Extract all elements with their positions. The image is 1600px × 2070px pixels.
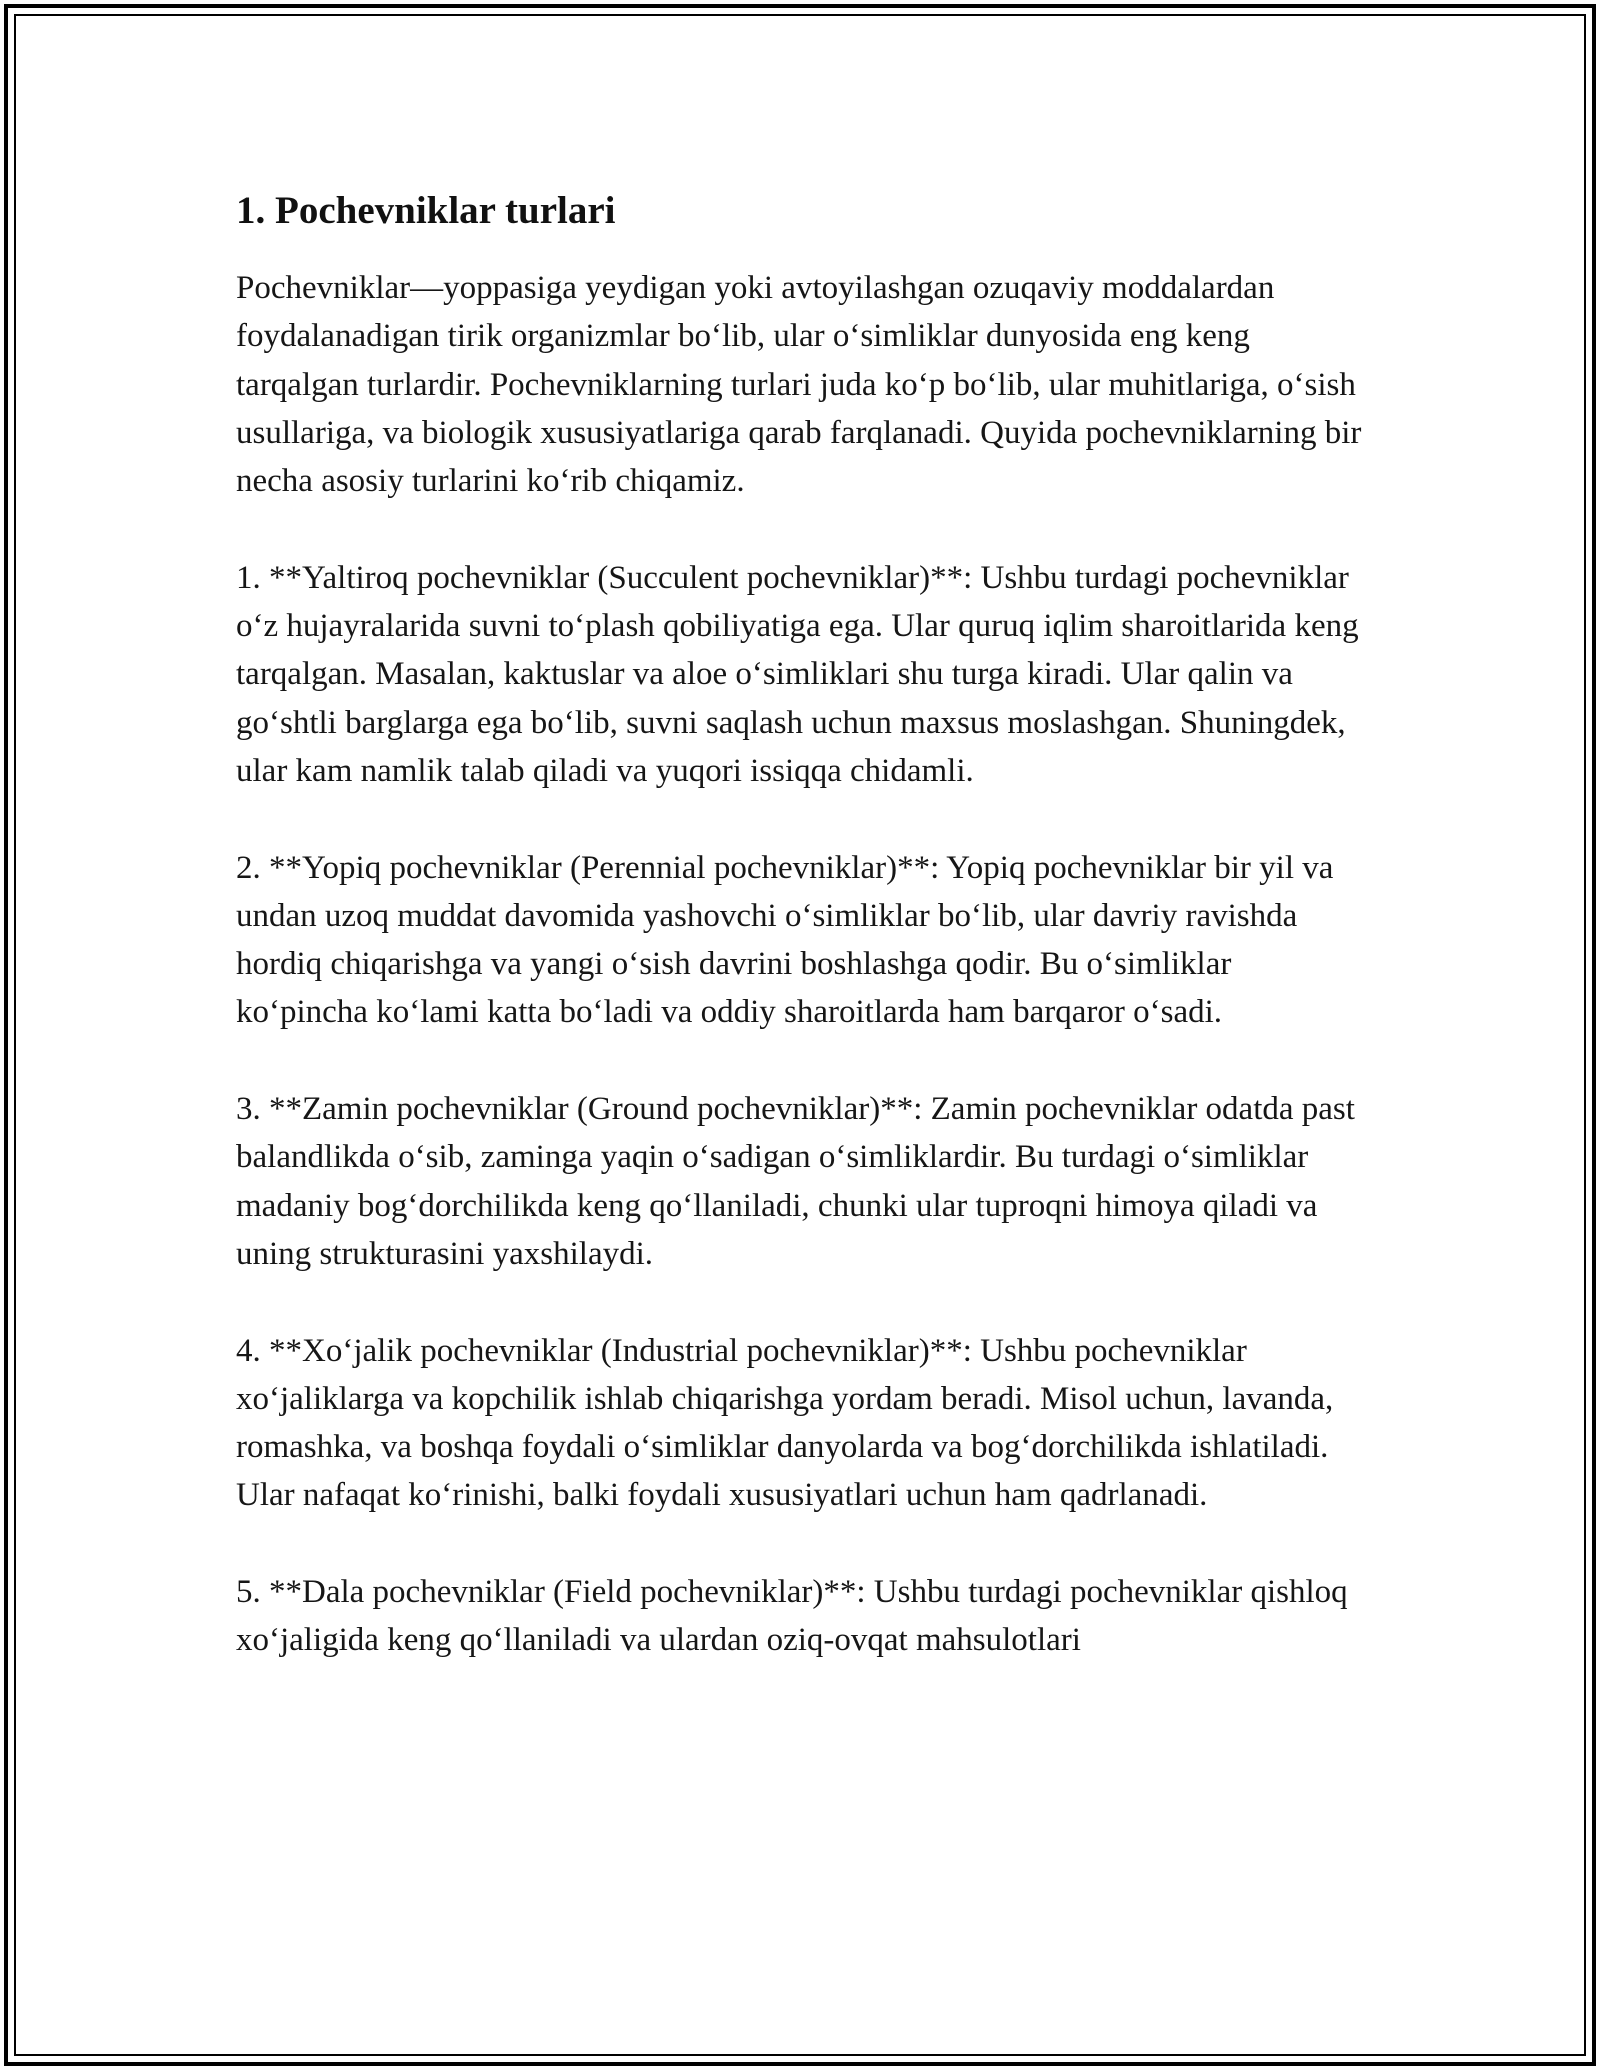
paragraph-item-1: 1. **Yaltiroq pochevniklar (Succulent pochevniklar)**: Ushbu turdagi pochevniklar o‘z hujayralarida suvni to‘plash qobiliyatiga ega. Ular quruq iqlim sharoitlarida keng tarqalgan. Masalan, kaktuslar va aloe o‘simliklari shu turga kiradi. Ular qalin va go‘shtli barglarga ega bo‘lib, suvni saqlash uchun maxsus moslashgan. Shuningdek, ular kam namlik talab qiladi va yuqori issiqqa chidamli. bbox=[236, 559, 1359, 789]
paragraph-intro: Pochevniklar—yoppasiga yeydigan yoki avtoyilashgan ozuqaviy moddalardan foydalanadigan tirik organizmlar bo‘lib, ular o‘simliklar dunyosida eng keng tarqalgan turlardir. Pochevniklarning turlari juda ko‘p bo‘lib, ular muhitlariga, o‘sish usullariga, va biologik xususiyatlariga qarab farqlanadi. Quyida pochevniklarning bir necha asosiy turlarini ko‘rib chiqamiz. bbox=[236, 270, 1362, 500]
paragraph-item-4: 4. **Xo‘jalik pochevniklar (Industrial pochevniklar)**: Ushbu pochevniklar xo‘jaliklarga va kopchilik ishlab chiqarishga yordam beradi. Misol uchun, lavanda, romashka, va boshqa foydali o‘simliklar danyolarda va bog‘dorchilikda ishlatiladi. Ular nafaqat ko‘rinishi, balki foydali xususiyatlari uchun ham qadrlanadi. bbox=[236, 1332, 1334, 1514]
section-heading: 1. Pochevniklar turlari bbox=[236, 189, 616, 232]
paragraph-item-2: 2. **Yopiq pochevniklar (Perennial pochevniklar)**: Yopiq pochevniklar bir yil va undan uzoq muddat davomida yashovchi o‘simliklar bo‘lib, ular davriy ravishda hordiq chiqarishga va yangi o‘sish davrini boshlashga qodir. Bu o‘simliklar ko‘pincha ko‘lami katta bo‘ladi va oddiy sharoitlarda ham barqaror o‘sadi. bbox=[236, 849, 1334, 1031]
document-body bbox=[236, 186, 1366, 1713]
paragraph-item-3: 3. **Zamin pochevniklar (Ground pochevniklar)**: Zamin pochevniklar odatda past balandlikda o‘sib, zaminga yaqin o‘sadigan o‘simliklardir. Bu turdagi o‘simliklar madaniy bog‘dorchilikda keng qo‘llaniladi, chunki ular tuproqni himoya qiladi va uning strukturasini yaxshilaydi. bbox=[236, 1091, 1355, 1272]
paragraph-item-5: 5. **Dala pochevniklar (Field pochevniklar)**: Ushbu turdagi pochevniklar qishloq xo‘jaligida keng qo‘llaniladi va ulardan oziq-ovqat mahsulotlari bbox=[236, 1574, 1348, 1659]
